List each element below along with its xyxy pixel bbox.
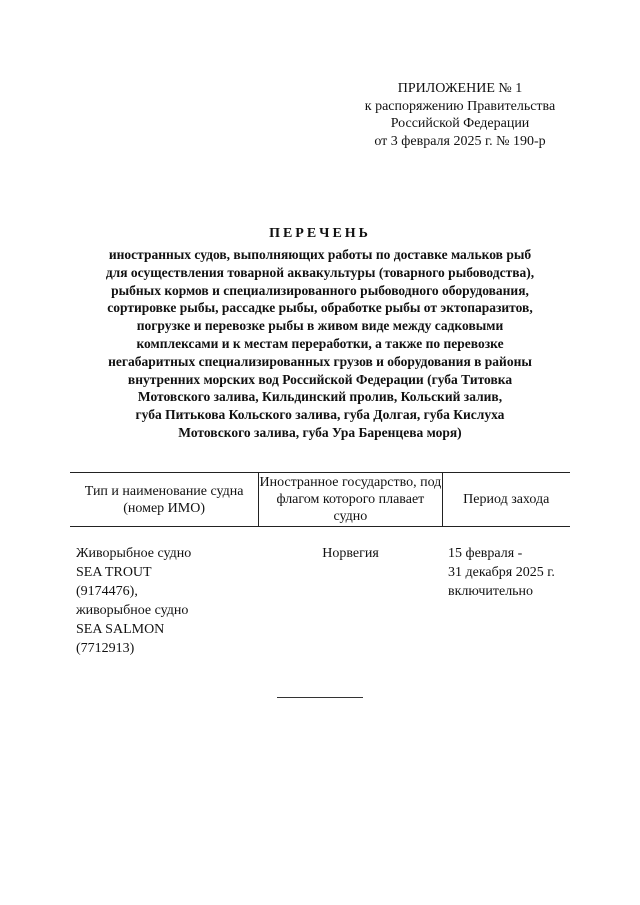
vessel-line: (7712913) (76, 641, 135, 656)
vessel-table (70, 472, 570, 658)
cell-vessel (70, 544, 259, 658)
subtitle-line: Мотовского залива, губа Ура Баренцева моря) (178, 424, 462, 440)
period-line: 15 февраля - (448, 546, 523, 561)
period-line: 31 декабря 2025 г. (448, 565, 555, 580)
appendix-authority: Российской Федерации (390, 116, 530, 131)
vessel-line: SEA TROUT (76, 565, 152, 580)
vessel-line: SEA SALMON (76, 622, 165, 637)
cell-period (442, 544, 570, 658)
header-entry-period: Период захода (463, 492, 550, 507)
appendix-number: ПРИЛОЖЕНИЕ № 1 (397, 81, 523, 96)
subtitle-line: губа Питькова Кольского залива, губа Долгая, губа Кислуха (135, 407, 505, 423)
table-row (70, 544, 570, 658)
period-line: включительно (448, 584, 534, 599)
end-divider (277, 697, 363, 698)
subtitle-line: сортировке рыбы, рассадке рыбы, обработке рыбы от эктопаразитов, (107, 300, 533, 316)
cell-country: Норвегия (322, 546, 379, 561)
subtitle-line: погрузке и перевозке рыбы в живом виде между садковыми (136, 318, 504, 334)
table-header (70, 472, 570, 527)
document-title: ПЕРЕЧЕНЬ (269, 226, 371, 241)
vessel-line: Живорыбное судно (76, 546, 192, 561)
appendix-date-number: от 3 февраля 2025 г. № 190-р (374, 133, 546, 149)
subtitle-line: Мотовского залива, Кильдинский пролив, Кольский залив, (137, 389, 503, 405)
document-subtitle (60, 246, 580, 442)
vessel-line: (9174476), (76, 584, 138, 599)
subtitle-line: внутренних морских вод Российской Федерации (губа Титовка (127, 371, 513, 387)
appendix-reference: к распоряжению Правительства (364, 98, 556, 114)
subtitle-line: рыбных кормов и специализированного рыбоводного оборудования, (111, 282, 529, 298)
header-vessel-type-name: Тип и наименование судна (номер ИМО) (70, 473, 259, 526)
subtitle-line: комплексами и к местам переработки, а также по перевозке (136, 335, 504, 351)
subtitle-line: негабаритных специализированных грузов и оборудования в районы (108, 353, 532, 369)
subtitle-line: для осуществления товарной аквакультуры (товарного рыбоводства), (105, 264, 535, 280)
vessel-line: живорыбное судно (76, 603, 189, 618)
header-flag-state: Иностранное государство, под флагом которого плавает судно (259, 475, 442, 524)
subtitle-line: иностранных судов, выполняющих работы по доставке мальков рыб (108, 247, 532, 262)
appendix-header (340, 80, 580, 150)
